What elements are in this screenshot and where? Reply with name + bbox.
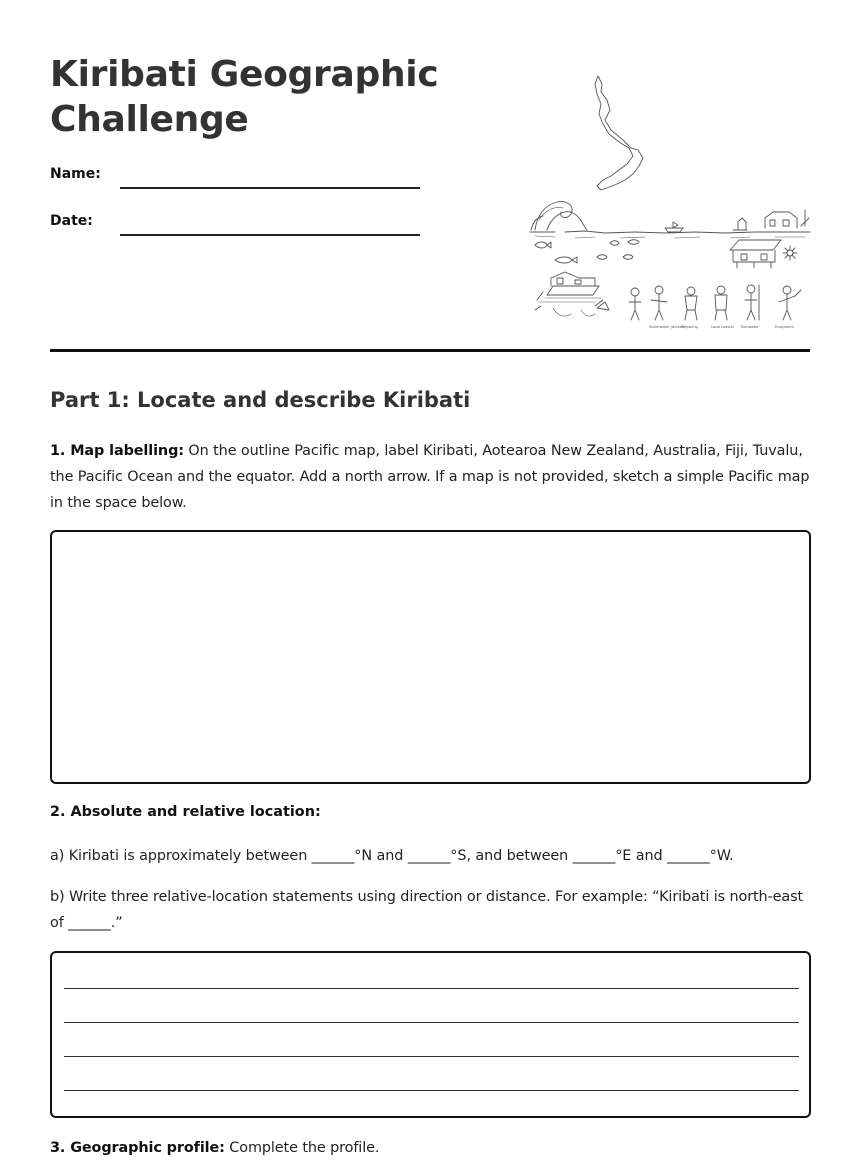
- date-field[interactable]: [120, 234, 420, 236]
- caption-1: Stormwater (broken): [649, 325, 686, 329]
- question-3-label: 3. Geographic profile:: [50, 1140, 225, 1156]
- answer-line-4[interactable]: [64, 1090, 799, 1091]
- question-1: [50, 438, 815, 516]
- question-1-label: 1. Map labelling:: [50, 443, 184, 459]
- question-2b: b) Write three relative-location statements using direction or distance. For example: “Kiribati is north-east of ______.”: [50, 889, 804, 931]
- question-3-text: Complete the profile.: [224, 1140, 380, 1156]
- page-title: [50, 52, 438, 142]
- date-label: Date:: [50, 213, 93, 229]
- question-2-label: 2. Absolute and relative location:: [50, 804, 321, 820]
- answer-line-3[interactable]: [64, 1056, 799, 1057]
- question-1-text: On the outline Pacific map, label Kiribati, Aotearoa New Zealand, Australia, Fiji, Tuvalu, the Pacific Ocean and the equator. Add a north arrow. If a map is not provided, sketch a simple Pacific map in the space below.: [50, 443, 810, 511]
- answer-line-2[interactable]: [64, 1022, 799, 1023]
- map-sketch-box[interactable]: [50, 530, 811, 784]
- caption-5: Ecosystem: [775, 325, 794, 329]
- title-line-2: Challenge: [50, 99, 249, 140]
- title-line-1: Kiribati Geographic: [50, 54, 439, 95]
- relative-location-answer-box[interactable]: [50, 951, 811, 1118]
- part-1-heading: Part 1: Locate and describe Kiribati: [50, 388, 471, 412]
- caption-4: Rainwater: [741, 325, 759, 329]
- pacific-scene-illustration: [525, 70, 815, 330]
- caption-3: Local coastal: [711, 325, 734, 329]
- name-field[interactable]: [120, 187, 420, 189]
- question-3: [50, 1135, 815, 1161]
- name-label: Name:: [50, 166, 101, 182]
- question-2a: a) Kiribati is approximately between ______°N and ______°S, and between ______°E and ______°W.: [50, 848, 734, 864]
- header-divider: [50, 349, 810, 352]
- caption-2: Preparing: [681, 325, 698, 329]
- illustration-icon: [525, 70, 815, 330]
- answer-line-1[interactable]: [64, 988, 799, 989]
